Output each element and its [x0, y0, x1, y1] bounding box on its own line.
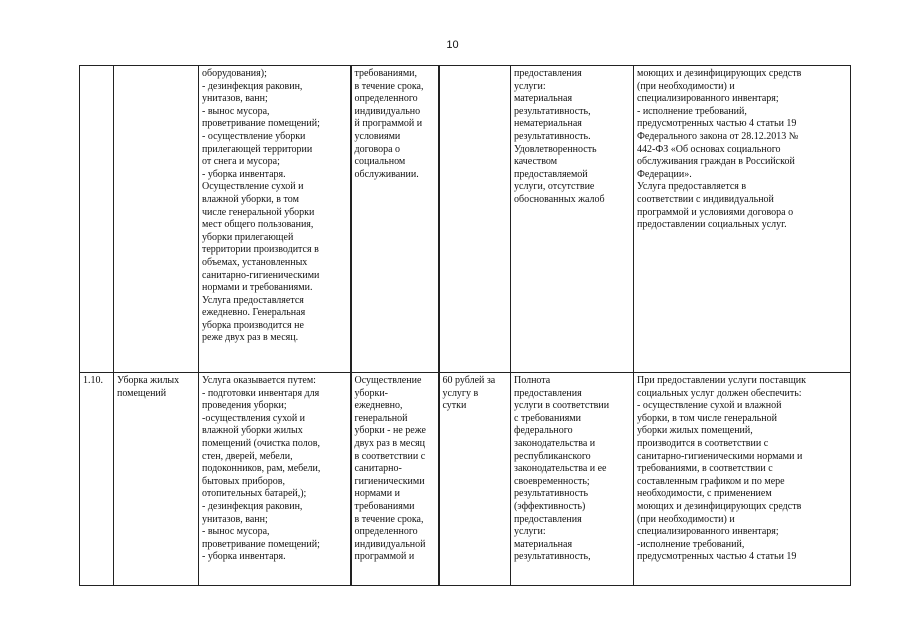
cell-text-line: влажной уборки, в том	[202, 193, 299, 205]
cell-service-conditions	[634, 373, 851, 586]
cell-text-line: результативность,	[514, 105, 591, 117]
cell-text-line: Федерального закона от 28.12.2013 №	[637, 130, 799, 142]
cell-text-line: (эффективность)	[514, 500, 586, 512]
cell-text-line: программой и	[354, 551, 415, 563]
cell-text-line: Осуществление	[354, 375, 422, 386]
cell-text-line: -осуществления сухой и	[202, 412, 306, 424]
cell-text-line: нормами и требованиями.	[202, 282, 313, 294]
cell-text-line: социальном	[354, 156, 406, 168]
cell-text-line: - вынос мусора,	[202, 526, 270, 538]
cell-text-line: Уборка жилых	[117, 375, 180, 386]
cell-text-line: требованиями, в соответствии с	[637, 463, 773, 475]
cell-service-conditions	[634, 66, 851, 373]
cell-text-line: уборки - не реже	[354, 425, 426, 437]
cell-text-line: (при необходимости) и	[637, 80, 735, 92]
cell-text-line: - вынос мусора,	[202, 105, 270, 117]
cell-text-line: санитарно-гигиеническими	[202, 269, 320, 281]
cell-text-line: обоснованных жалоб	[514, 193, 605, 205]
cell-text-line: - подготовки инвентаря для	[202, 387, 320, 399]
cell-text-line: законодательства и ее	[514, 463, 607, 475]
cell-text-line: нематериальная	[514, 118, 582, 130]
cell-service-description	[199, 373, 351, 586]
cell-text-line: своевременность;	[514, 475, 590, 487]
cell-text-line: услуги:	[514, 526, 546, 538]
cell-text-line: результативность,	[514, 551, 591, 563]
cell-text-line: Удовлетворенность	[514, 143, 597, 155]
cell-text-line: в течение срока,	[354, 513, 424, 525]
cell-text-line: мест общего пользования,	[202, 219, 314, 231]
cell-text-line: от снега и мусора;	[202, 156, 280, 168]
cell-text-line: услуги в соответствии	[514, 400, 610, 412]
cell-text-line: предоставления	[514, 68, 582, 79]
cell-service-timing	[351, 66, 439, 373]
cell-text-line: - исполнение требований,	[637, 105, 747, 117]
cell-text-line: территории производится в	[202, 244, 319, 256]
cell-text-line: договора о	[354, 143, 401, 155]
cell-text-line: республиканского	[514, 450, 591, 462]
services-table	[79, 65, 851, 586]
cell-text-line: ежедневно. Генеральная	[202, 307, 306, 319]
cell-text-line: Осуществление сухой и	[202, 181, 304, 193]
cell-service-price	[439, 66, 511, 373]
cell-text-line: бытовых приборов,	[202, 475, 285, 487]
cell-text-line: сутки	[442, 400, 467, 412]
cell-service-description	[199, 66, 351, 373]
cell-text-line: - дезинфекция раковин,	[202, 500, 303, 512]
cell-text-line: санитарно-	[354, 463, 402, 475]
cell-number	[80, 66, 114, 373]
cell-text-line: федерального	[514, 425, 573, 437]
cell-text-line: объемах, установленных	[202, 256, 308, 268]
cell-service-timing	[351, 373, 439, 586]
cell-text-line: 60 рублей за	[442, 375, 496, 386]
cell-text-line: специализированного инвентаря;	[637, 526, 779, 538]
cell-text-line: стен, дверей, мебели,	[202, 450, 293, 462]
cell-text-line: уборки, в том числе генеральной	[637, 412, 777, 424]
cell-text-line: нормами и	[354, 488, 400, 500]
cell-text-line: двух раз в месяц	[354, 437, 425, 449]
cell-text-line: обслуживании.	[354, 168, 419, 180]
cell-text-line: влажной уборки жилых	[202, 425, 303, 437]
cell-text-line: предусмотренных частью 4 статьи 19	[637, 551, 797, 563]
cell-text-line: услуги:	[514, 80, 546, 92]
cell-text-line: - дезинфекция раковин,	[202, 80, 303, 92]
cell-text-line: Полнота	[514, 375, 551, 386]
cell-text-line: законодательства и	[514, 437, 596, 449]
cell-text-line: уборки прилегающей	[202, 231, 294, 243]
cell-text-line: подоконников, рам, мебели,	[202, 463, 321, 475]
cell-text-line: индивидуальной	[354, 538, 426, 550]
cell-text-line: проведения уборки;	[202, 400, 287, 412]
cell-text-line: помещений	[117, 387, 167, 399]
cell-text-line: специализированного инвентаря;	[637, 93, 779, 105]
cell-text-line: моющих и дезинфицирующих средств	[637, 500, 802, 512]
cell-service-name	[114, 373, 199, 586]
cell-text-line: предоставления	[514, 513, 582, 525]
cell-text-line: услуги, отсутствие	[514, 181, 595, 193]
cell-text-line: числе генеральной уборки	[202, 206, 315, 218]
cell-text-line: в течение срока,	[354, 80, 424, 92]
table-row	[80, 373, 851, 586]
cell-text-line: индивидуально	[354, 105, 421, 117]
cell-text-line: унитазов, ванн;	[202, 93, 268, 105]
cell-text-line: качеством	[514, 156, 558, 168]
cell-text-line: услугу в	[442, 387, 479, 399]
cell-text-line: моющих и дезинфицирующих средств	[637, 68, 802, 79]
cell-text-line: обслуживания граждан в Российской	[637, 156, 795, 168]
cell-text-line: социальных услуг должен обеспечить:	[637, 387, 802, 399]
cell-service-name	[114, 66, 199, 373]
cell-text-line: - уборка инвентаря.	[202, 551, 286, 563]
cell-text-line: - осуществление уборки	[202, 130, 306, 142]
cell-text-line: программой и условиями договора о	[637, 206, 794, 218]
cell-text-line: проветривание помещений;	[202, 118, 320, 130]
cell-text-line: Федерации».	[637, 168, 692, 180]
cell-text-line: При предоставлении услуги поставщик	[637, 375, 806, 386]
cell-text-line: гигиеническими	[354, 475, 425, 487]
cell-text-line: определенного	[354, 526, 418, 538]
cell-text-line: проветривание помещений;	[202, 538, 320, 550]
cell-text-line: производится в соответствии с	[637, 437, 769, 449]
cell-text-line: генеральной	[354, 412, 408, 424]
cell-text-line: определенного	[354, 93, 418, 105]
cell-text-line: уборка производится не	[202, 319, 304, 331]
cell-text-line: соответствии с индивидуальной	[637, 193, 774, 205]
cell-text-line: - осуществление сухой и влажной	[637, 400, 782, 412]
cell-text-line: предоставлении социальных услуг.	[637, 219, 787, 231]
cell-text-line: требованиями	[354, 500, 415, 512]
cell-text-line: материальная	[514, 93, 573, 105]
cell-text-line: й программой и	[354, 118, 423, 130]
cell-text-line: материальная	[514, 538, 573, 550]
cell-text-line: результативность.	[514, 130, 591, 142]
cell-number	[80, 373, 114, 586]
cell-quality-indicators	[511, 66, 634, 373]
cell-service-price	[439, 373, 511, 586]
cell-text-line: требованиями,	[354, 68, 418, 79]
cell-text-line: необходимости, с применением	[637, 488, 772, 500]
cell-text-line: предоставления	[514, 387, 582, 399]
cell-text-line: -исполнение требований,	[637, 538, 745, 550]
cell-text-line: (при необходимости) и	[637, 513, 735, 525]
cell-text-line: помещений (очистка полов,	[202, 437, 320, 449]
cell-text-line: 1.10.	[83, 375, 103, 386]
cell-quality-indicators	[511, 373, 634, 586]
cell-text-line: 442-ФЗ «Об основах социального	[637, 143, 781, 155]
cell-text-line: унитазов, ванн;	[202, 513, 268, 525]
cell-text-line: отопительных батарей,);	[202, 488, 307, 500]
cell-text-line: в соответствии с	[354, 450, 426, 462]
cell-text-line: уборки жилых помещений,	[637, 425, 753, 437]
cell-text-line: Услуга оказывается путем:	[202, 375, 316, 386]
cell-text-line: ежедневно,	[354, 400, 403, 412]
cell-text-line: санитарно-гигиеническими нормами и	[637, 450, 803, 462]
cell-text-line: - уборка инвентаря.	[202, 168, 286, 180]
cell-text-line: реже двух раз в месяц.	[202, 332, 299, 344]
cell-text-line: предусмотренных частью 4 статьи 19	[637, 118, 797, 130]
cell-text-line: прилегающей территории	[202, 143, 313, 155]
page-number: 10	[446, 39, 459, 51]
table-row	[80, 66, 851, 373]
cell-text-line: с требованиями	[514, 412, 581, 424]
cell-text-line: уборки-	[354, 387, 388, 399]
cell-text-line: Услуга предоставляется в	[637, 181, 747, 193]
cell-text-line: Услуга предоставляется	[202, 294, 304, 306]
cell-text-line: оборудования);	[202, 68, 267, 79]
cell-text-line: составленным графиком и по мере	[637, 475, 785, 487]
cell-text-line: результативность	[514, 488, 589, 500]
cell-text-line: предоставляемой	[514, 168, 588, 180]
cell-text-line: условиями	[354, 130, 401, 142]
